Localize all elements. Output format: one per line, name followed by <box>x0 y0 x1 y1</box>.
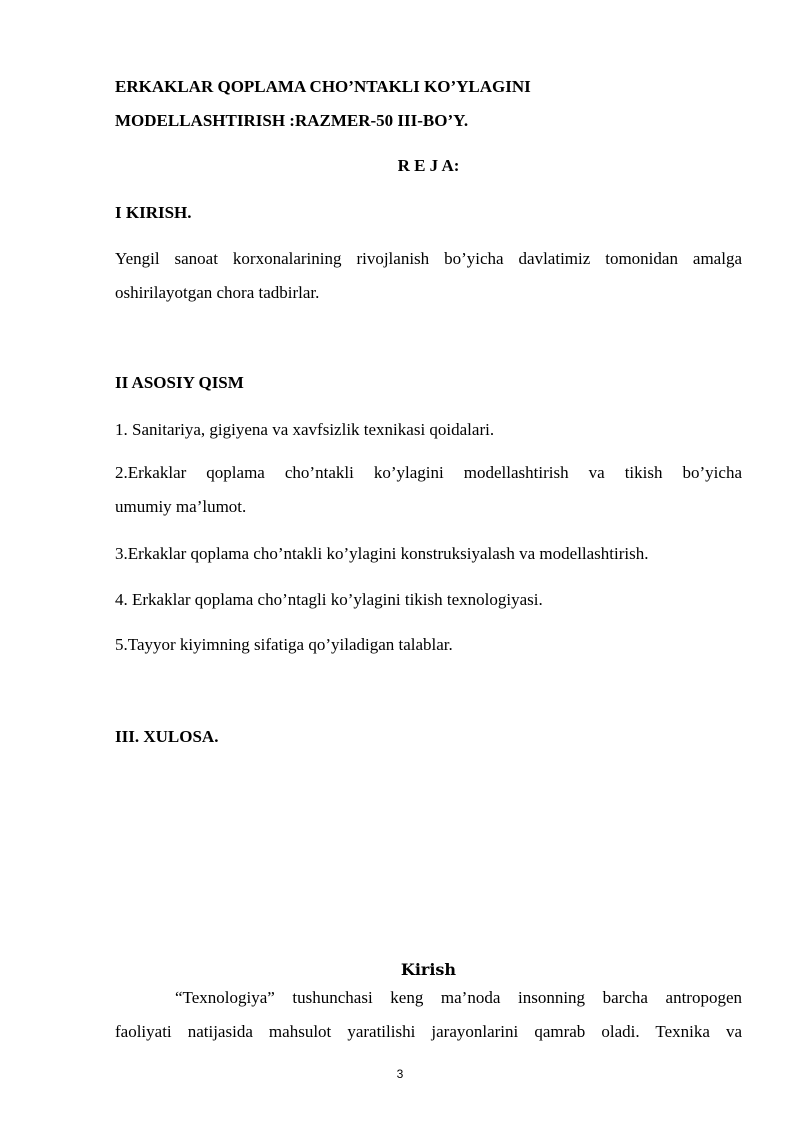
page-number: 3 <box>396 1067 404 1081</box>
kirish-paragraph <box>115 981 742 1015</box>
list-item-2-line-1: 2.Erkaklar qoplama cho’ntakli ko’ylagini modellashtirish va tikish bo’yicha <box>115 463 742 482</box>
section-1-text-line-1: Yengil sanoat korxonalarining rivojlanish bo’yicha davlatimiz tomonidan amalga <box>115 249 742 268</box>
section-1-text <box>115 242 742 310</box>
kirish-paragraph-cont <box>115 1015 742 1049</box>
kirish-title: Kirish <box>400 960 457 979</box>
list-item-4: 4. Erkaklar qoplama cho’ntagli ko’ylagini tikish texnologiyasi. <box>115 590 543 609</box>
section-1-text-line-2: oshirilayotgan chora tadbirlar. <box>115 283 320 302</box>
section-2-heading: II ASOSIY QISM <box>115 373 244 392</box>
section-3-heading: III. XULOSA. <box>115 727 219 746</box>
reja-heading: R E J A: <box>397 156 460 175</box>
kirish-line-1: “Texnologiya” tushunchasi keng ma’noda insonning barcha antropogen <box>175 988 742 1007</box>
title-line-1: ERKAKLAR QOPLAMA CHO’NTAKLI KO’YLAGINI <box>115 77 531 96</box>
kirish-line-2: faoliyati natijasida mahsulot yaratilishi jarayonlarini qamrab oladi. Texnika va <box>115 1022 742 1041</box>
list-item-5: 5.Tayyor kiyimning sifatiga qo’yiladigan talablar. <box>115 635 453 654</box>
list-item-1: 1. Sanitariya, gigiyena va xavfsizlik texnikasi qoidalari. <box>115 420 495 439</box>
list-item-2 <box>115 456 742 524</box>
section-1-heading: I KIRISH. <box>115 203 192 222</box>
list-item-2-line-2: umumiy ma’lumot. <box>115 497 247 516</box>
title-line-2: MODELLASHTIRISH :RAZMER-50 III-BO’Y. <box>115 111 469 130</box>
list-item-3: 3.Erkaklar qoplama cho’ntakli ko’ylagini konstruksiyalash va modellashtirish. <box>115 544 649 563</box>
